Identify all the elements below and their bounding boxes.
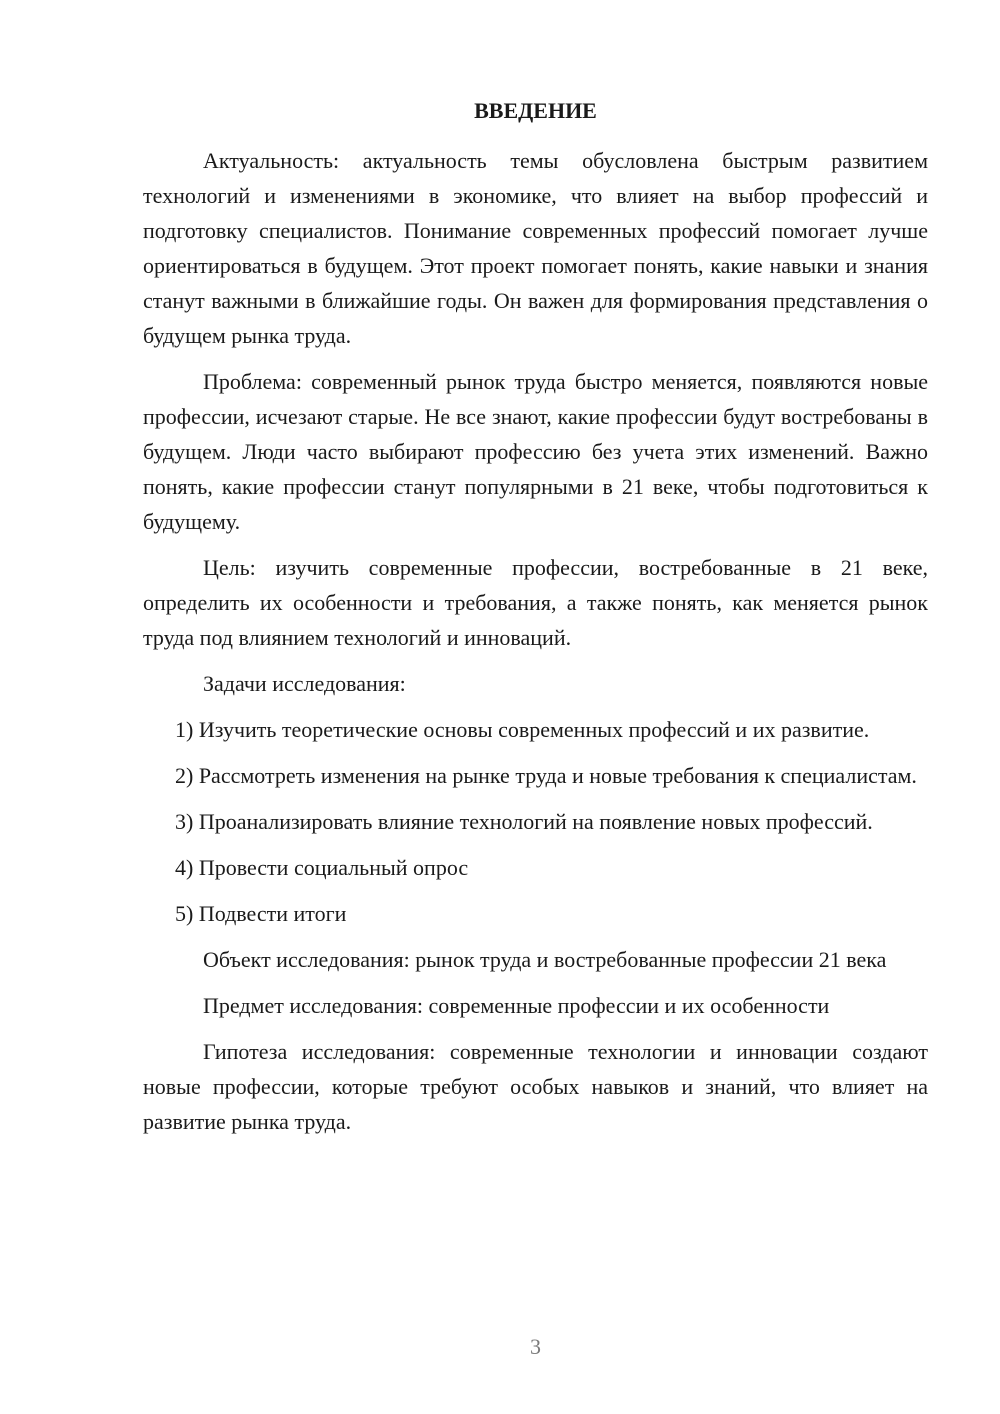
task-item: 1) Изучить теоретические основы современных профессий и их развитие.: [175, 717, 870, 742]
document-page: [143, 0, 928, 1414]
task-item: 2) Рассмотреть изменения на рынке труда и новые требования к специалистам.: [175, 763, 917, 788]
paragraph-problem: Проблема: современный рынок труда быстро меняется, появляются новые профессии, исчезают старые. Не все знают, какие профессии будут востребованы в будущем. Люди часто выбирают профессию без учета этих изменений. Важно понять, какие профессии станут популярными в 21 веке, чтобы подготовиться к будущему.: [143, 369, 928, 534]
paragraph-hypothesis: Гипотеза исследования: современные технологии и инновации создают новые профессии, которые требуют особых навыков и знаний, что влияет на развитие рынка труда.: [143, 1039, 928, 1134]
paragraph-object: Объект исследования: рынок труда и востребованные профессии 21 века: [203, 947, 887, 972]
page-title: ВВЕДЕНИЕ: [474, 98, 597, 123]
document-body: [143, 143, 928, 1139]
paragraph-goal: Цель: изучить современные профессии, востребованные в 21 веке, определить их особенности и требования, а также понять, как меняется рынок труда под влиянием технологий и инноваций.: [143, 555, 928, 650]
task-item: 3) Проанализировать влияние технологий на появление новых профессий.: [175, 809, 873, 834]
task-item: 5) Подвести итоги: [175, 901, 347, 926]
paragraph-subject: Предмет исследования: современные профессии и их особенности: [203, 993, 830, 1018]
tasks-heading: Задачи исследования:: [203, 671, 406, 696]
task-item: 4) Провести социальный опрос: [175, 855, 469, 880]
page-number: 3: [530, 1334, 541, 1359]
paragraph-relevance: Актуальность: актуальность темы обусловлена быстрым развитием технологий и изменениями в экономике, что влияет на выбор профессий и подготовку специалистов. Понимание современных профессий помогает лучше ориентироваться в будущем. Этот проект помогает понять, какие навыки и знания станут важными в ближайшие годы. Он важен для формирования представления о будущем рынка труда.: [143, 148, 928, 348]
